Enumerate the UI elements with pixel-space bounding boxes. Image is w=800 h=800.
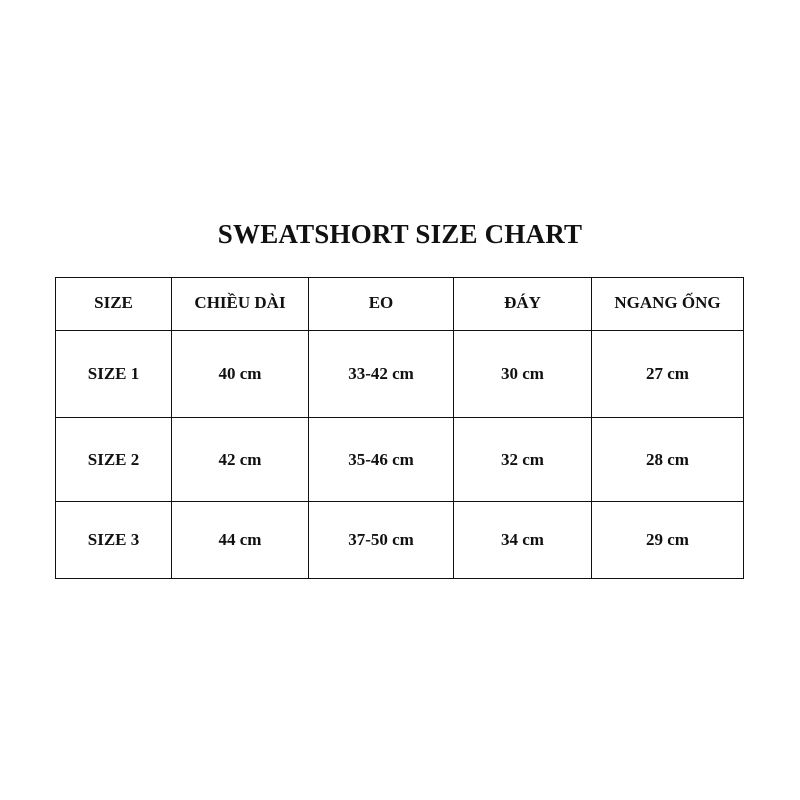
table-row [56, 502, 744, 579]
leg-opening-cell: 28 cm [592, 418, 744, 502]
rise-cell: 34 cm [454, 502, 592, 579]
header-row [56, 278, 744, 331]
waist-cell: 35-46 cm [309, 418, 454, 502]
header-size: SIZE [56, 278, 172, 331]
header-length: CHIỀU DÀI [172, 278, 309, 331]
rise-cell: 32 cm [454, 418, 592, 502]
size-cell: SIZE 3 [56, 502, 172, 579]
page-title: SWEATSHORT SIZE CHART [217, 219, 583, 249]
leg-opening-cell: 27 cm [592, 331, 744, 418]
size-cell: SIZE 2 [56, 418, 172, 502]
size-cell: SIZE 1 [56, 331, 172, 418]
header-waist: EO [309, 278, 454, 331]
table-row [56, 418, 744, 502]
table-row [56, 331, 744, 418]
waist-cell: 37-50 cm [309, 502, 454, 579]
header-rise: ĐÁY [454, 278, 592, 331]
length-cell: 40 cm [172, 331, 309, 418]
waist-cell: 33-42 cm [309, 331, 454, 418]
length-cell: 42 cm [172, 418, 309, 502]
rise-cell: 30 cm [454, 331, 592, 418]
leg-opening-cell: 29 cm [592, 502, 744, 579]
header-leg-opening: NGANG ỐNG [592, 278, 744, 331]
length-cell: 44 cm [172, 502, 309, 579]
size-chart-table [55, 277, 744, 579]
